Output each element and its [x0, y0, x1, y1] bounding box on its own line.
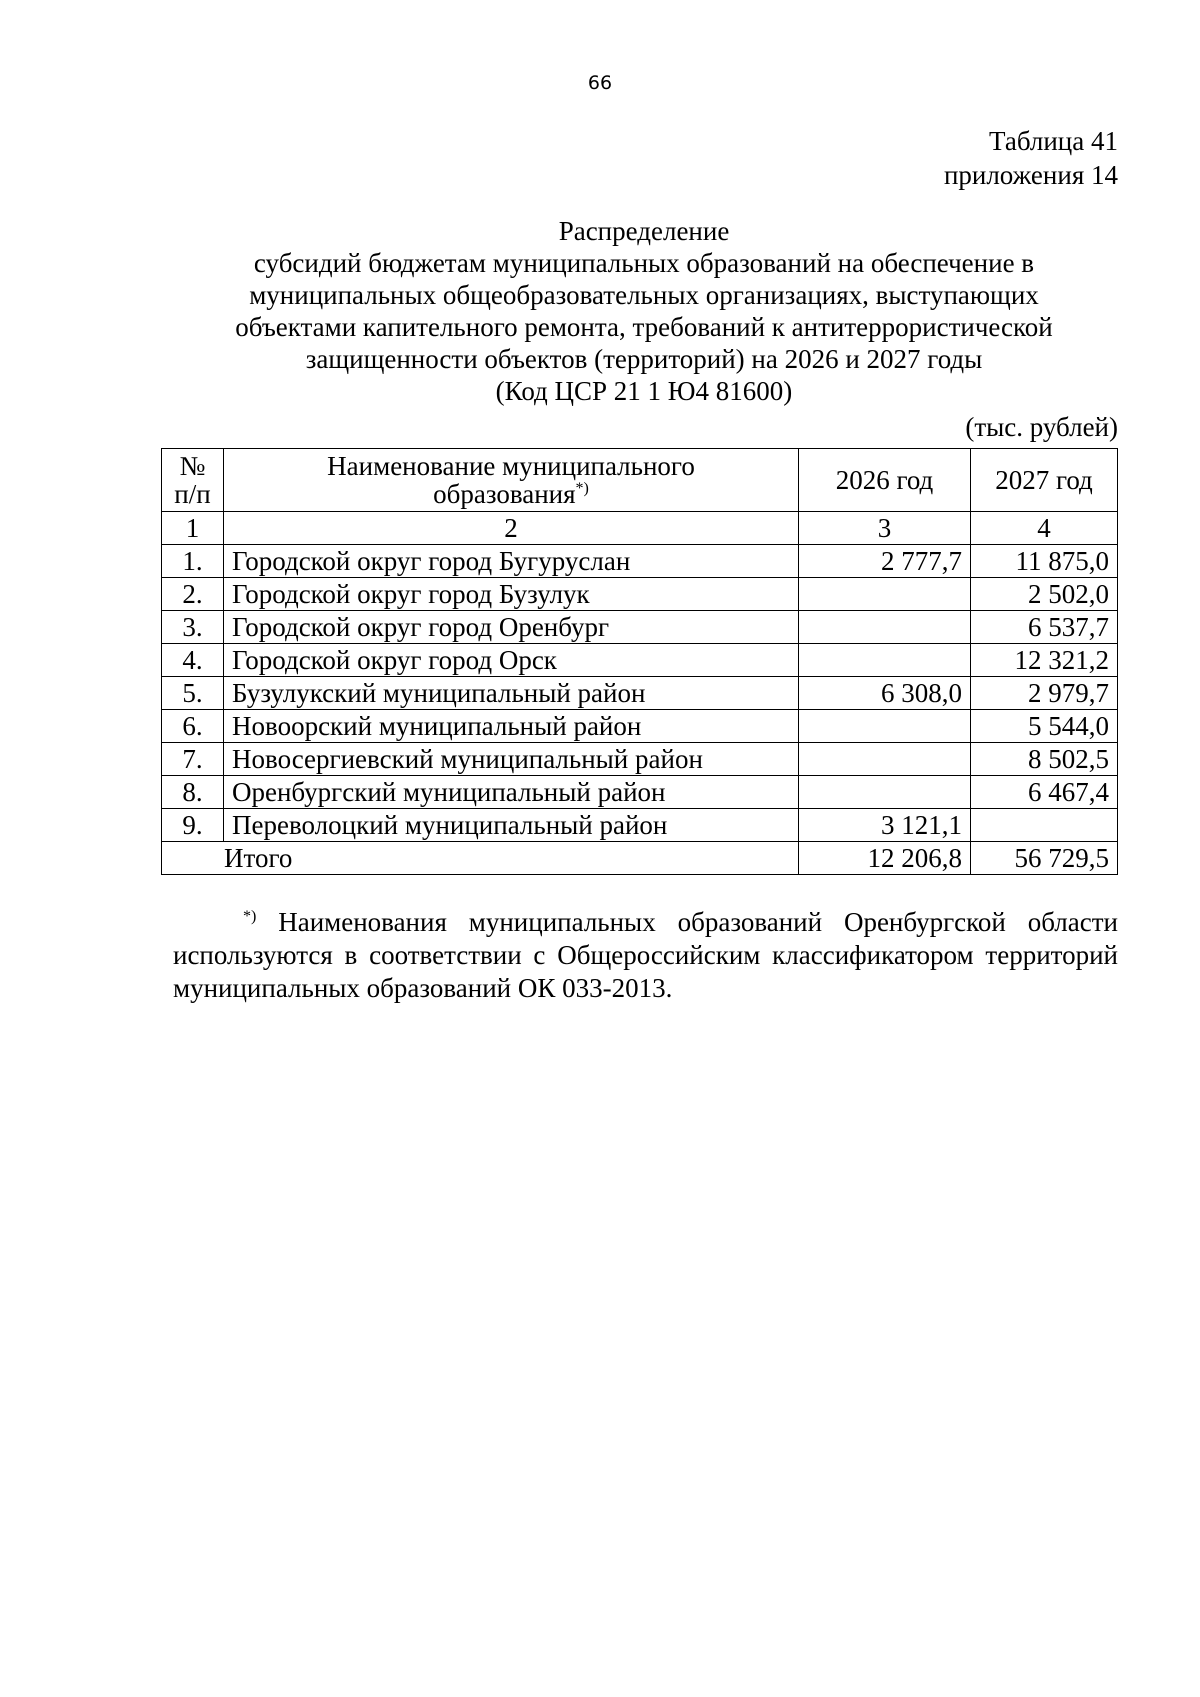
municipality-name: Новосергиевский муниципальный район — [224, 743, 799, 776]
amount-2026 — [799, 710, 971, 743]
amount-2026: 2 777,7 — [799, 545, 971, 578]
amount-2026: 3 121,1 — [799, 809, 971, 842]
row-number: 3. — [162, 611, 224, 644]
header-number-line: п/п — [174, 479, 211, 509]
column-number: 3 — [799, 512, 971, 545]
municipality-name: Бузулукский муниципальный район — [224, 677, 799, 710]
table-row — [162, 710, 1118, 743]
municipality-name: Оренбургский муниципальный район — [224, 776, 799, 809]
document-title — [150, 215, 1138, 407]
title-line: Распределение — [558, 216, 730, 246]
amount-2027: 12 321,2 — [971, 644, 1118, 677]
amount-2027: 8 502,5 — [971, 743, 1118, 776]
municipality-name: Городской округ город Бугуруслан — [224, 545, 799, 578]
amount-2026 — [799, 611, 971, 644]
amount-2027: 5 544,0 — [971, 710, 1118, 743]
header-2027: 2027 год — [971, 449, 1118, 512]
total-2027: 56 729,5 — [971, 842, 1118, 875]
municipality-name: Городской округ город Бузулук — [224, 578, 799, 611]
table-row — [162, 611, 1118, 644]
row-number: 4. — [162, 644, 224, 677]
table-row — [162, 644, 1118, 677]
table-reference-line: Таблица 41 — [989, 126, 1118, 156]
row-number: 2. — [162, 578, 224, 611]
amount-2027: 6 537,7 — [971, 611, 1118, 644]
column-number: 2 — [224, 512, 799, 545]
row-number: 5. — [162, 677, 224, 710]
header-number — [162, 449, 224, 512]
title-line: защищенности объектов (территорий) на 2026 и 2027 годы — [305, 344, 983, 374]
amount-2026: 6 308,0 — [799, 677, 971, 710]
header-name-line — [232, 480, 790, 508]
header-number-line: № — [179, 451, 206, 481]
table-row — [162, 677, 1118, 710]
table-row — [162, 545, 1118, 578]
footnote — [173, 906, 1118, 1005]
amount-2027 — [971, 809, 1118, 842]
municipality-name: Новоорский муниципальный район — [224, 710, 799, 743]
table-header-row — [162, 449, 1118, 512]
units-label: (тыс. рублей) — [965, 412, 1118, 442]
footnote-text: Наименования муниципальных образований Оренбургской области используются в соответствии с Общероссийским классификатором территорий муниципальных образований ОК 033-2013. — [173, 907, 1118, 1003]
row-number: 6. — [162, 710, 224, 743]
title-line: объектами капительного ремонта, требований к антитеррористической — [235, 312, 1053, 342]
header-name-text: образования — [433, 479, 576, 509]
header-name — [224, 449, 799, 512]
appendix-reference-line: приложения 14 — [943, 160, 1118, 190]
header-2026: 2026 год — [799, 449, 971, 512]
municipality-name: Городской округ город Орск — [224, 644, 799, 677]
title-line: муниципальных общеобразовательных организациях, выступающих — [249, 280, 1039, 310]
footnote-marker: *) — [243, 908, 257, 925]
row-number: 1. — [162, 545, 224, 578]
row-number: 9. — [162, 809, 224, 842]
row-number: 8. — [162, 776, 224, 809]
column-number: 1 — [162, 512, 224, 545]
table-row — [162, 809, 1118, 842]
amount-2026 — [799, 743, 971, 776]
municipality-name: Городской округ город Оренбург — [224, 611, 799, 644]
total-label: Итого — [162, 842, 799, 875]
distribution-table — [161, 448, 1118, 875]
amount-2027: 6 467,4 — [971, 776, 1118, 809]
column-number: 4 — [971, 512, 1118, 545]
budget-code-line: (Код ЦСР 21 1 Ю4 81600) — [495, 376, 793, 406]
amount-2027: 11 875,0 — [971, 545, 1118, 578]
page-number: 66 — [587, 72, 613, 94]
amount-2026 — [799, 776, 971, 809]
amount-2027: 2 502,0 — [971, 578, 1118, 611]
footnote-paragraph — [173, 906, 1118, 1005]
table-reference — [944, 124, 1118, 192]
column-number-row — [162, 512, 1118, 545]
table-row — [162, 743, 1118, 776]
title-line: субсидий бюджетам муниципальных образований на обеспечение в — [253, 248, 1035, 278]
amount-2026 — [799, 578, 971, 611]
amount-2026 — [799, 644, 971, 677]
row-number: 7. — [162, 743, 224, 776]
municipality-name: Переволоцкий муниципальный район — [224, 809, 799, 842]
header-name-line: Наименование муниципального — [327, 451, 695, 481]
total-2026: 12 206,8 — [799, 842, 971, 875]
table-row — [162, 578, 1118, 611]
footnote-marker: *) — [575, 480, 589, 497]
total-row — [162, 842, 1118, 875]
amount-2027: 2 979,7 — [971, 677, 1118, 710]
table-row — [162, 776, 1118, 809]
